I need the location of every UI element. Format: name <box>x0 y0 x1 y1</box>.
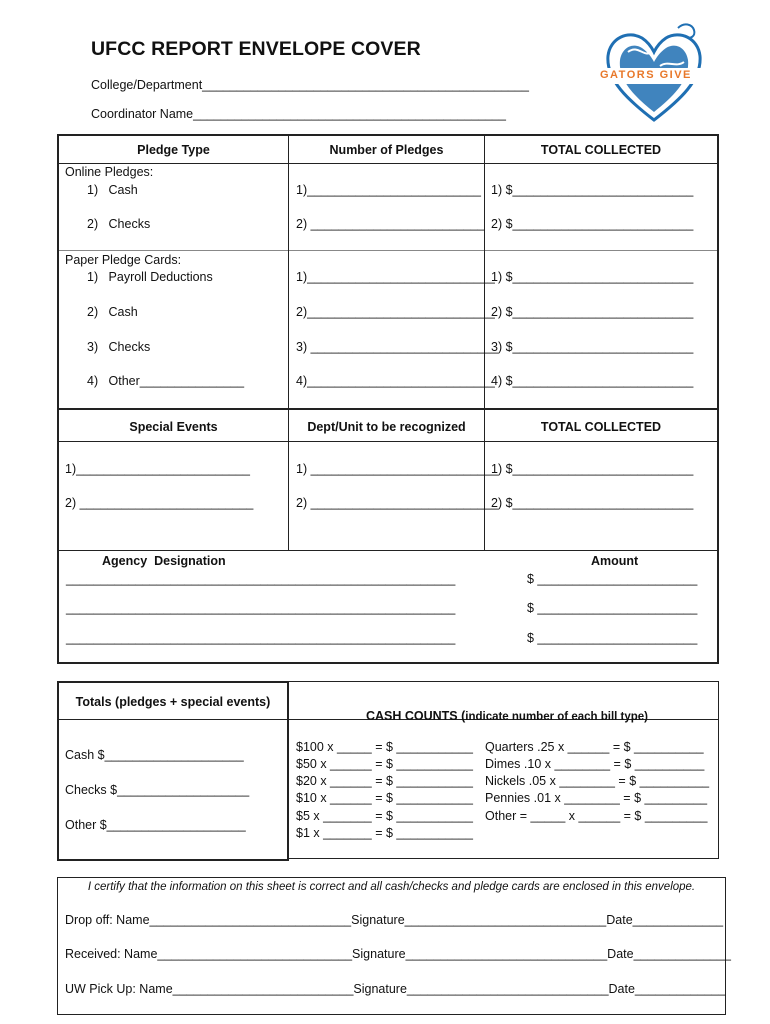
drop-off-row[interactable]: Drop off: Name_____________________________Signature_____________________________Date_____________ <box>65 913 724 927</box>
paper-pledges-label: Paper Pledge Cards: <box>65 253 182 267</box>
event-1-dept-field[interactable]: 1) ___________________________ <box>296 462 499 476</box>
online-cash-number-field[interactable]: 1)_________________________ <box>296 183 481 197</box>
coin-other-field[interactable]: Other = _____ x ______ = $ _________ <box>485 809 708 823</box>
paper-cash-number-field[interactable]: 2)___________________________ <box>296 305 495 319</box>
paper-checks-number-field[interactable]: 3) ___________________________ <box>296 340 499 354</box>
cash-counts-title: CASH COUNTS ( <box>365 709 466 723</box>
event-2-dept-field[interactable]: 2) ___________________________ <box>296 496 499 510</box>
totals-checks-field[interactable]: Checks $___________________ <box>65 783 250 797</box>
event-1-field[interactable]: 1)_________________________ <box>65 462 250 476</box>
paper-other-total-field[interactable]: 4) $__________________________ <box>491 374 694 388</box>
coordinator-name-field[interactable]: Coordinator Name_____________________________________________ <box>91 107 506 121</box>
bill-1-field[interactable]: $1 x _______ = $ ___________ <box>296 826 473 840</box>
bill-20-field[interactable]: $20 x ______ = $ ___________ <box>296 774 473 788</box>
event-1-total-field[interactable]: 1) $__________________________ <box>491 462 694 476</box>
bill-5-field[interactable]: $5 x _______ = $ ___________ <box>296 809 473 823</box>
certify-statement: I certify that the information on this sheet is correct and all cash/checks and pledge cards are enclosed in this envelope. <box>87 881 696 893</box>
agency-line-1[interactable]: ________________________________________________________ <box>66 572 456 586</box>
header-special-events: Special Events <box>129 420 218 434</box>
amount-label: Amount <box>591 554 639 568</box>
header-total-collected: TOTAL COLLECTED <box>540 143 662 157</box>
online-checks-label: 2) Checks <box>87 217 151 231</box>
event-2-total-field[interactable]: 2) $__________________________ <box>491 496 694 510</box>
bill-50-field[interactable]: $50 x ______ = $ ___________ <box>296 757 473 771</box>
cash-counts-subtitle: indicate number of each bill type) <box>465 711 649 723</box>
header-number-of-pledges: Number of Pledges <box>329 143 444 157</box>
agency-amount-2[interactable]: $ _______________________ <box>527 601 698 615</box>
bill-100-field[interactable]: $100 x _____ = $ ___________ <box>296 740 473 754</box>
agency-line-3[interactable]: ________________________________________________________ <box>66 631 456 645</box>
online-cash-label: 1) Cash <box>87 183 138 197</box>
header-dept-unit: Dept/Unit to be recognized <box>307 420 466 434</box>
paper-payroll-label: 1) Payroll Deductions <box>87 270 213 284</box>
paper-payroll-number-field[interactable]: 1)___________________________ <box>296 270 495 284</box>
agency-designation-label: Agency Designation <box>102 554 226 568</box>
college-department-field[interactable]: College/Department_______________________________________________ <box>91 78 529 92</box>
coin-quarters-field[interactable]: Quarters .25 x ______ = $ __________ <box>485 740 704 754</box>
online-checks-total-field[interactable]: 2) $__________________________ <box>491 217 694 231</box>
totals-other-field[interactable]: Other $____________________ <box>65 818 246 832</box>
coin-dimes-field[interactable]: Dimes .10 x ________ = $ __________ <box>485 757 705 771</box>
paper-checks-total-field[interactable]: 3) $__________________________ <box>491 340 694 354</box>
header-pledge-type: Pledge Type <box>137 143 210 157</box>
received-row[interactable]: Received: Name____________________________Signature_____________________________Date______________ <box>65 947 731 961</box>
uw-pickup-row[interactable]: UW Pick Up: Name__________________________Signature_____________________________Date_____________ <box>65 982 726 996</box>
totals-cash-field[interactable]: Cash $____________________ <box>65 748 244 762</box>
online-pledges-label: Online Pledges: <box>65 165 154 179</box>
paper-other-label[interactable]: 4) Other_______________ <box>87 374 245 388</box>
agency-amount-1[interactable]: $ _______________________ <box>527 572 698 586</box>
page-title: UFCC REPORT ENVELOPE COVER <box>91 38 421 60</box>
paper-other-number-field[interactable]: 4)___________________________ <box>296 374 495 388</box>
agency-line-2[interactable]: ________________________________________________________ <box>66 601 456 615</box>
paper-checks-label: 3) Checks <box>87 340 151 354</box>
bill-10-field[interactable]: $10 x ______ = $ ___________ <box>296 791 473 805</box>
online-cash-total-field[interactable]: 1) $__________________________ <box>491 183 694 197</box>
paper-payroll-total-field[interactable]: 1) $__________________________ <box>491 270 694 284</box>
coin-pennies-field[interactable]: Pennies .01 x ________ = $ _________ <box>485 791 708 805</box>
gators-give-logo <box>598 22 710 124</box>
cash-counts-header <box>289 695 718 723</box>
event-2-field[interactable]: 2) _________________________ <box>65 496 254 510</box>
logo-text: GATORS GIVE <box>600 69 692 81</box>
paper-cash-label: 2) Cash <box>87 305 138 319</box>
agency-amount-3[interactable]: $ _______________________ <box>527 631 698 645</box>
header-events-total: TOTAL COLLECTED <box>540 420 662 434</box>
coin-nickels-field[interactable]: Nickels .05 x ________ = $ __________ <box>485 774 710 788</box>
totals-header: Totals (pledges + special events) <box>75 695 271 709</box>
online-checks-number-field[interactable]: 2) _________________________ <box>296 217 485 231</box>
paper-cash-total-field[interactable]: 2) $__________________________ <box>491 305 694 319</box>
